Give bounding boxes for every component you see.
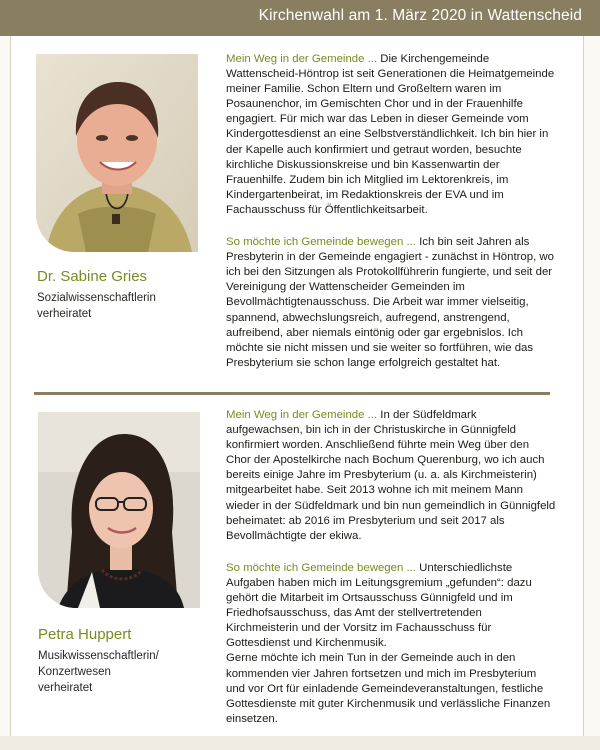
section-text: Unterschiedlichste Aufgaben haben mich im Leitungsgremium „gefunden“: dazu gehört die Mitarbeit im Ortsausschuss Günnigfeld und im Friedhofsausschuss, das Amt der stellvertretenden Kirchmeisterin und der Vorsitz im Fachausschuss für Gottesdienst und Kirchenmusik. (226, 561, 532, 650)
section-lead: So möchte ich Gemeinde bewegen ... (226, 561, 416, 574)
paragraph-weg (226, 52, 556, 218)
candidate-photo-huppert (38, 412, 200, 608)
page-bottom-strip (0, 736, 600, 750)
section-divider (34, 392, 550, 395)
role-line: Konzertwesen (38, 666, 111, 678)
section-text: In der Südfeldmark aufgewachsen, bin ich in der Christuskirche in Günnigfeld konfirmiert worden. Anschließend führte mein Weg über den Chor der Apostelkirche nach Bochum Querenburg, wo ich auch bereits einige Jahre im Presbyterium (u. a. als Kirchmeisterin) mitgearbeitet habe. Seit 2013 wohne ich mit meinem Mann wieder in der Südfeldmark und bin nun gemeindlich in Günnigfeld beheimatet: ab 2016 im Presbyterium und seit 2017 als Bevollmächtigte der ekiwa. (226, 409, 556, 542)
role-line: verheiratet (37, 308, 92, 320)
candidate-name-gries: Dr. Sabine Gries (37, 268, 148, 285)
section-lead: So möchte ich Gemeinde bewegen ... (226, 236, 416, 249)
section-text: Die Kirchengemeinde Wattenscheid-Höntrop ist seit Generationen die Heimatgemeinde meiner Familie. Schon Eltern und Großeltern waren im Posaunenchor, im Gemischten Chor und in der Frauenhilfe engagiert. Für mich war das Leben in dieser Gemeinde vom Kindergottesdienst an eine Selbstverständlichkeit. Ich bin hier in der Kapelle auch konfirmiert und getraut worden, besuchte kirchliche Diskussionskreise und bin Kassenwartin der Frauenhilfe. Zudem bin ich Mitglied im Lektorenkreis, im Kindergartenbeirat, im Redaktionskreis der EVA und im Fachausschuss für Öffentlichkeitsarbeit. (226, 53, 555, 216)
role-line: verheiratet (38, 682, 93, 694)
candidate-role-huppert (38, 648, 159, 696)
paragraph-bewegen (226, 561, 556, 727)
section-text-continued: Gerne möchte ich mein Tun in der Gemeinde auch in den kommenden vier Jahren fortsetzen und mich im Presbyterium und vor Ort für einladende Gemeindeveranstaltungen, festliche Gottesdienste mit guter Kirchenmusik und verlässliche Finanzen einsetzen. (226, 652, 551, 725)
header-bar (0, 0, 600, 36)
role-line: Musikwissenschaftlerin/ (38, 650, 159, 662)
page-title: Kirchenwahl am 1. März 2020 in Wattenscheid (258, 7, 582, 24)
section-lead: Mein Weg in der Gemeinde ... (226, 53, 378, 65)
paragraph-weg (226, 408, 556, 544)
candidate-role-gries (37, 290, 156, 322)
candidate-name-huppert: Petra Huppert (38, 626, 132, 643)
candidate-photo-gries (36, 54, 198, 252)
section-text: Ich bin seit Jahren als Presbyterin in der Gemeinde engagiert - zunächst in Höntrop, wo ich bei den Sitzungen als Protokollführerin fungierte, und seit der Vereinigung der Wattenscheider Gemeinden im Bevollmächtigtenausschuss. Die Arbeit war immer vielseitig, spannend, abwechslungsreich, aufregend, anstrengend, aufreibend, aber niemals eintönig oder gar ergebnislos. Ich möchte sie nicht missen und sie weiter so fortführen, wie das Presbyterium sie schon lange erfolgreich gestaltet hat. (226, 236, 554, 369)
role-line: Sozialwissenschaftlerin (37, 292, 156, 304)
paragraph-bewegen (226, 235, 556, 371)
section-lead: Mein Weg in der Gemeinde ... (226, 409, 378, 421)
candidate-text-huppert (226, 408, 556, 727)
candidate-text-gries (226, 52, 556, 388)
